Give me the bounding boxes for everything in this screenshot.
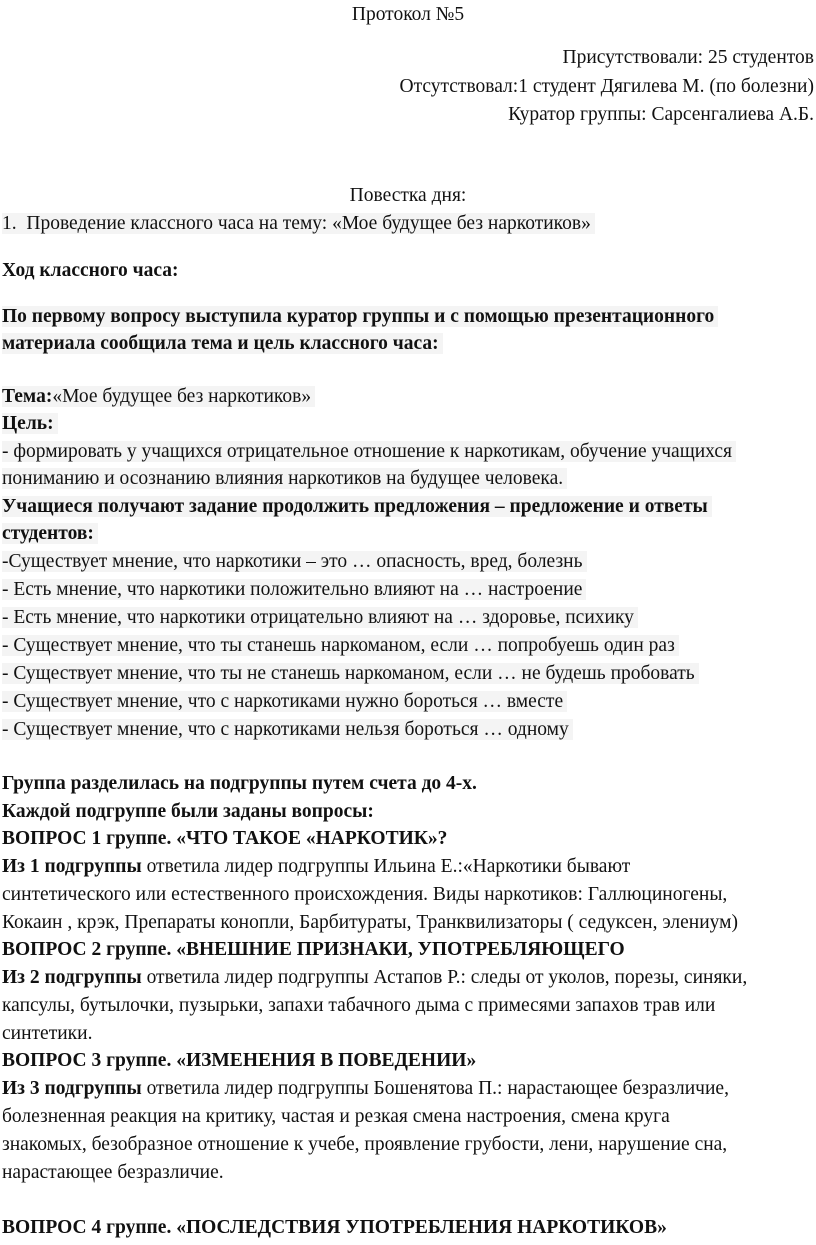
goal-label: Цель: <box>2 411 58 437</box>
present-count: Присутствовали: 25 студентов <box>562 47 814 68</box>
course-heading: Ход классного часа: <box>2 260 179 281</box>
first-question-line-2: материала сообщила тема и цель классного часа: <box>2 331 443 357</box>
agenda-item-text: Проведение классного часа на тему: «Мое будущее без наркотиков» <box>26 213 591 234</box>
question-2-answer-line-3: синтетики. <box>2 1023 93 1044</box>
question-3-answer-label: Из 3 подгруппы <box>2 1078 142 1099</box>
sentence-item: - Есть мнение, что наркотики положительно влияют на … настроение <box>2 577 586 603</box>
goal-line-1: - формировать у учащихся отрицательное отношение к наркотикам, обучение учащихся <box>2 439 736 465</box>
sentence-item: - Существует мнение, что с наркотиками нужно бороться … вместе <box>2 689 567 715</box>
question-1-answer-label: Из 1 подгруппы <box>2 856 142 877</box>
question-3-answer-line-2: болезненная реакция на критику, частая и резкая смена настроения, смена круга <box>2 1106 670 1127</box>
topic-label: Тема: <box>2 386 53 407</box>
question-1-answer-line-3: Кокаин , крэк, Препараты конопли, Барбитураты, Транквилизаторы ( седуксен, элениум) <box>2 912 738 933</box>
absent-info: Отсутствовал:1 студент Дягилева М. (по болезни) <box>399 76 814 97</box>
question-2-title: ВОПРОС 2 группе. «ВНЕШНИЕ ПРИЗНАКИ, УПОТРЕБЛЯЮЩЕГО <box>2 939 625 960</box>
sentence-item: -Существует мнение, что наркотики – это … опасность, вред, болезнь <box>2 549 587 575</box>
topic-text: «Мое будущее без наркотиков» <box>52 386 312 407</box>
question-3-answer-line-1: Из 3 подгруппы ответила лидер подгруппы Бошенятова П.: нарастающее безразличие, <box>2 1078 729 1099</box>
document-title: Протокол №5 <box>351 4 465 25</box>
question-1-title: ВОПРОС 1 группе. «ЧТО ТАКОЕ «НАРКОТИК»? <box>2 828 448 849</box>
question-3-title: ВОПРОС 3 группе. «ИЗМЕНЕНИЯ В ПОВЕДЕНИИ» <box>2 1050 477 1071</box>
sentence-item: - Существует мнение, что ты станешь наркоманом, если … попробуешь один раз <box>2 633 679 659</box>
groups-questions-given: Каждой подгруппе были заданы вопросы: <box>2 801 374 822</box>
question-2-answer-label: Из 2 подгруппы <box>2 967 142 988</box>
sentence-item: - Есть мнение, что наркотики отрицательно влияют на … здоровье, психику <box>2 605 638 631</box>
question-1-answer-line-1: Из 1 подгруппы ответила лидер подгруппы Ильина Е.:«Наркотики бывают <box>2 856 631 877</box>
curator-info: Куратор группы: Сарсенгалиева А.Б. <box>508 104 814 125</box>
agenda-item-1 <box>2 211 595 237</box>
task-line-1: Учащиеся получают задание продолжить предложения – предложение и ответы <box>2 494 712 520</box>
goal-line-2: пониманию и осознанию влияния наркотиков на будущее человека. <box>2 466 567 492</box>
agenda-item-number: 1. <box>2 213 17 234</box>
agenda-heading: Повестка дня: <box>349 185 467 206</box>
task-line-2: студентов: <box>2 521 98 547</box>
sentence-item: - Существует мнение, что с наркотиками нельзя бороться … одному <box>2 717 573 743</box>
question-4-title: ВОПРОС 4 группе. «ПОСЛЕДСТВИЯ УПОТРЕБЛЕНИЯ НАРКОТИКОВ» <box>2 1217 667 1238</box>
question-2-answer-line-1: Из 2 подгруппы ответила лидер подгруппы Астапов Р.: следы от уколов, порезы, синяки, <box>2 967 748 988</box>
topic-line <box>2 384 315 410</box>
question-2-answer-line-2: капсулы, бутылочки, пузырьки, запахи табачного дыма с примесями запахов трав или <box>2 995 716 1016</box>
question-3-answer-line-3: знакомых, безобразное отношение к учебе, проявление грубости, лени, нарушение сна, <box>2 1134 728 1155</box>
question-3-answer-line-4: нарастающее безразличие. <box>2 1162 224 1183</box>
question-1-answer-line-2: синтетического или естественного происхождения. Виды наркотиков: Галлюциногены, <box>2 884 728 905</box>
sentence-item: - Существует мнение, что ты не станешь наркоманом, если … не будешь пробовать <box>2 661 699 687</box>
groups-split: Группа разделилась на подгруппы путем счета до 4-х. <box>2 773 477 794</box>
first-question-line-1: По первому вопросу выступила куратор группы и с помощью презентационного <box>2 304 718 330</box>
